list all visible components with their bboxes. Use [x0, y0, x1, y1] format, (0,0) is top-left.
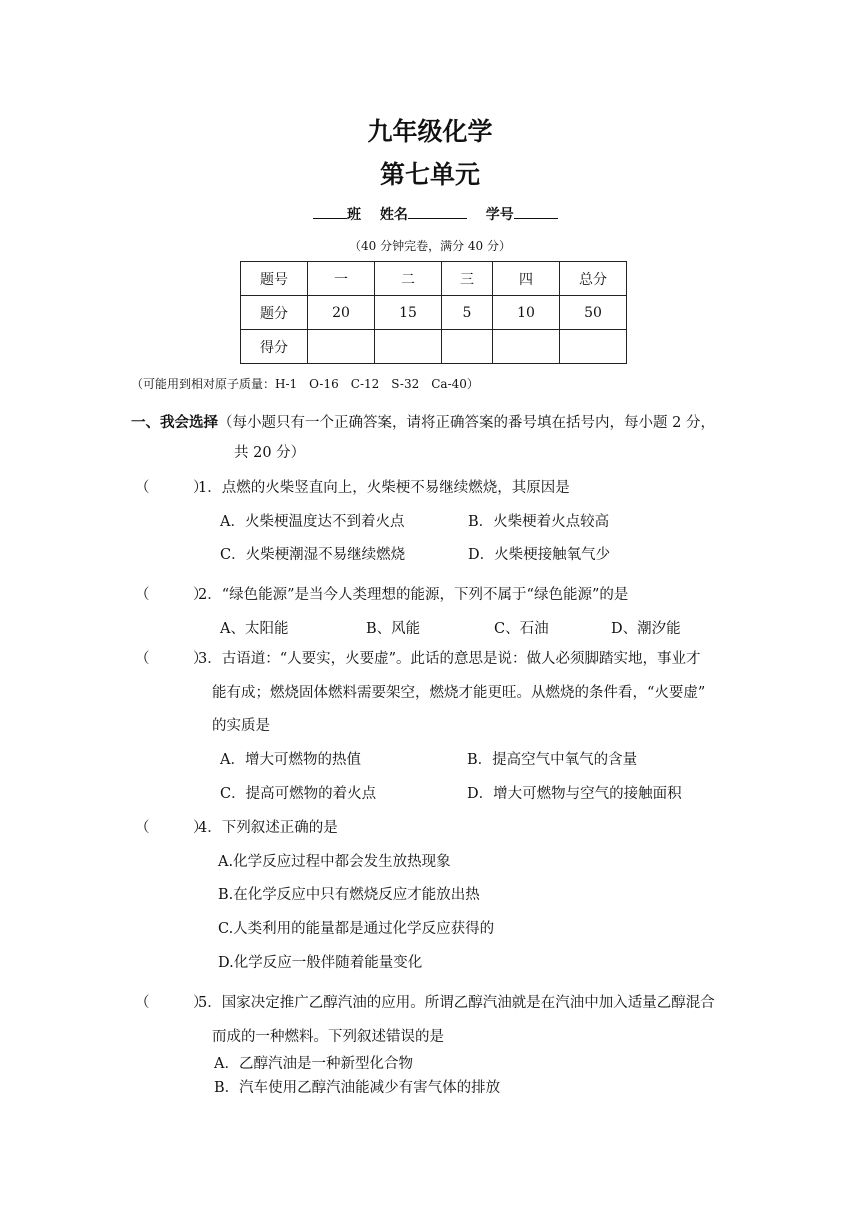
option-d: D.化学反应一般伴随着能量变化 [218, 955, 423, 971]
score-table-row [241, 296, 627, 330]
class-blank[interactable] [313, 203, 347, 219]
table-cell: 题号 [241, 262, 308, 296]
name-blank[interactable] [408, 203, 467, 219]
table-cell: 一 [308, 262, 375, 296]
student-info-line [313, 203, 558, 224]
question-stem: 4．下列叙述正确的是 [198, 820, 338, 836]
option-a: A.化学反应过程中都会发生放热现象 [218, 854, 451, 870]
page-subtitle: 第七单元 [379, 160, 480, 189]
exam-note: （40 分钟完卷，满分 40 分） [349, 239, 511, 253]
page-title: 九年级化学 [367, 117, 493, 146]
question-stem: 5．国家决定推广乙醇汽油的应用。所谓乙醇汽油就是在汽油中加入适量乙醇混合 [198, 995, 715, 1011]
question-stem-line: 的实质是 [212, 718, 270, 734]
class-label: 班 [347, 207, 361, 223]
score-input-cell[interactable] [442, 330, 493, 364]
section-heading [131, 411, 715, 432]
name-label: 姓名 [379, 207, 408, 223]
option-a: A、太阳能 [220, 621, 289, 637]
answer-bracket[interactable]: （ ） [135, 820, 208, 836]
score-table-row [241, 262, 627, 296]
table-cell: 二 [375, 262, 442, 296]
question-stem-line: 能有成；燃烧固体燃料需要架空，燃烧才能更旺。从燃烧的条件看，“火要虚” [212, 685, 706, 701]
answer-bracket[interactable]: （ ） [135, 995, 208, 1011]
answer-bracket[interactable]: （ ） [135, 480, 208, 496]
score-table-row [241, 330, 627, 364]
score-input-cell[interactable] [493, 330, 560, 364]
option-b: B、风能 [366, 621, 421, 637]
option-b: B．火柴梗着火点较高 [468, 514, 610, 530]
table-cell: 15 [375, 296, 442, 330]
table-cell: 四 [493, 262, 560, 296]
answer-bracket[interactable]: （ ） [135, 651, 208, 667]
section-instruction-cont: 共 20 分） [234, 445, 306, 461]
table-cell: 题分 [241, 296, 308, 330]
section-title: 一、我会选择 [131, 415, 218, 431]
option-b: B．提高空气中氧气的含量 [467, 752, 638, 768]
score-input-cell[interactable] [308, 330, 375, 364]
section-instruction: （每小题只有一个正确答案，请将正确答案的番号填在括号内，每小题 2 分， [218, 415, 715, 431]
table-cell: 三 [442, 262, 493, 296]
option-b: B．汽车使用乙醇汽油能减少有害气体的排放 [214, 1080, 501, 1096]
table-cell: 50 [560, 296, 627, 330]
table-cell: 总分 [560, 262, 627, 296]
question-stem: 1．点燃的火柴竖直向上，火柴梗不易继续燃烧，其原因是 [198, 480, 570, 496]
id-label: 学号 [485, 207, 514, 223]
table-cell: 得分 [241, 330, 308, 364]
option-c: C、石油 [494, 621, 549, 637]
option-a: A．火柴梗温度达不到着火点 [220, 514, 405, 530]
question-stem: 2．“绿色能源”是当今人类理想的能源，下列不属于“绿色能源”的是 [198, 587, 629, 603]
option-c: C．火柴梗潮湿不易继续燃烧 [220, 547, 406, 563]
question-stem: 3．古语道：“人要实，火要虚”。此话的意思是说：做人必须脚踏实地，事业才 [198, 651, 701, 667]
table-cell: 10 [493, 296, 560, 330]
score-table [240, 261, 627, 364]
atomic-mass-note: （可能用到相对原子质量：H-1 O-16 C-12 S-32 Ca-40） [131, 377, 479, 391]
answer-bracket[interactable]: （ ） [135, 587, 208, 603]
option-d: D．火柴梗接触氧气少 [468, 547, 611, 563]
question-stem-line: 而成的一种燃料。下列叙述错误的是 [212, 1029, 444, 1045]
id-blank[interactable] [514, 203, 558, 219]
option-a: A．增大可燃物的热值 [220, 752, 361, 768]
option-a: A．乙醇汽油是一种新型化合物 [214, 1056, 413, 1072]
score-input-cell[interactable] [375, 330, 442, 364]
score-input-cell[interactable] [560, 330, 627, 364]
option-d: D、潮汐能 [611, 621, 681, 637]
option-c: C.人类利用的能量都是通过化学反应获得的 [218, 921, 495, 937]
option-c: C．提高可燃物的着火点 [220, 786, 377, 802]
table-cell: 5 [442, 296, 493, 330]
table-cell: 20 [308, 296, 375, 330]
option-b: B.在化学反应中只有燃烧反应才能放出热 [218, 887, 480, 903]
option-d: D．增大可燃物与空气的接触面积 [467, 786, 682, 802]
